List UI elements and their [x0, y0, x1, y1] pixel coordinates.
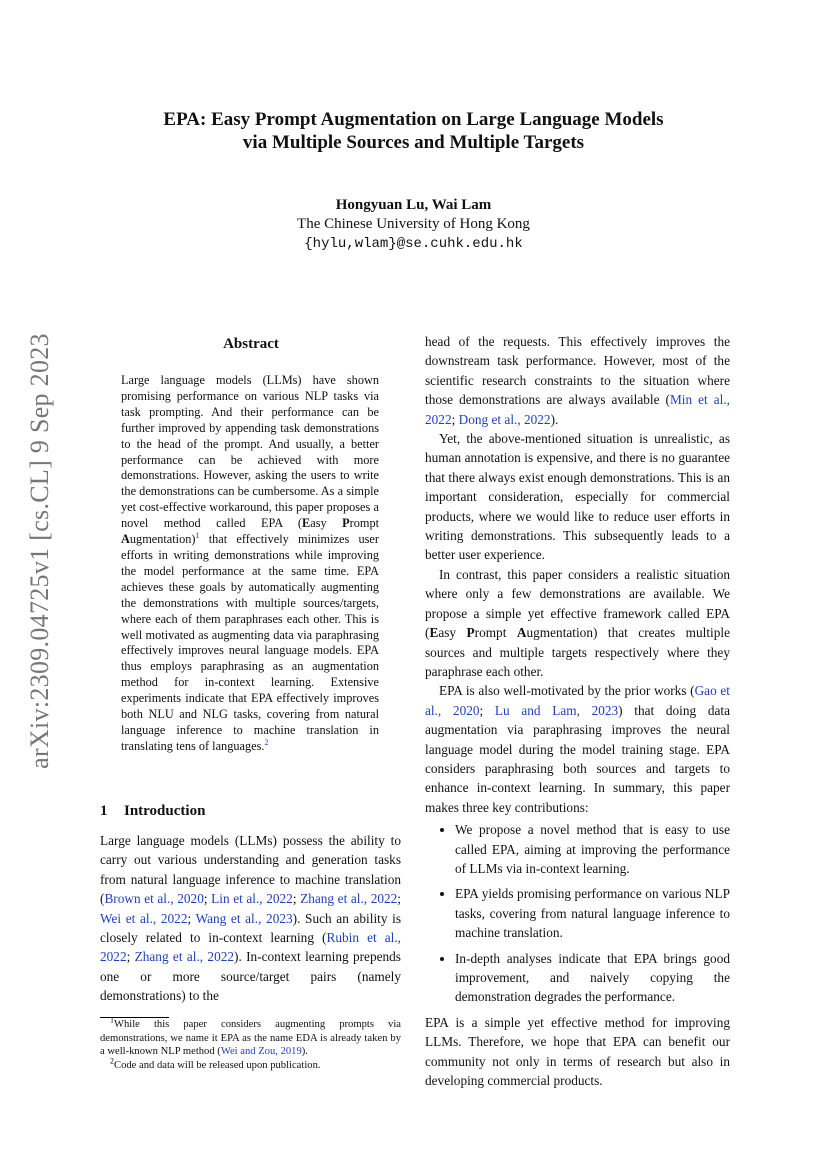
section-title: Introduction: [124, 803, 206, 819]
section-heading-introduction: [100, 803, 205, 820]
footnote-2-text: Code and data will be released upon publication.: [114, 1059, 321, 1071]
abstract-e: E: [302, 516, 311, 531]
footnote-1-number: 1: [110, 1015, 114, 1025]
footnote-2-number: 2: [110, 1055, 114, 1065]
abstract-text-1: Large language models (LLMs) have shown promising performance on various NLP tasks via task prompting. And their performance can be further improved by appending task demonstrations to the head of the prompt. And usually, a better performance can be achieved with more demonstrations. However, asking the users to write the demonstrations can be cumbersome. As a simple yet cost-effective workaround, this paper proposes a novel method called EPA (: [121, 373, 379, 531]
contribution-item: • EPA yields promising performance on various NLP tasks, covering from natural language inference to machine translation.: [455, 884, 730, 942]
citation-lin-2022[interactable]: Lin et al., 2022: [211, 891, 293, 907]
right-ugmentation: ugmentation): [526, 625, 598, 641]
paper-title: [0, 108, 827, 154]
footnote-1-text: While this paper considers augmenting prompts via demonstrations, we name it EPA as the name EDA is already taken by a well-known NLP method (: [100, 1019, 401, 1057]
contribution-item: • In-depth analyses indicate that EPA brings good improvement, and naively copying the demonstration degrades the performance.: [455, 949, 730, 1007]
abstract-text-2: that effectively minimizes user efforts in writing demonstrations while improving the model performance at the same time. EPA achieves these goals by automatically augmenting the demonstrations with multiple sources/targets, where each of them paraphrases each other. This is well motivated as augmenting data via paraphrasing effectively improves neural language models. EPA thus employs paraphrasing as an augmentation method for in-context learning. Extensive experiments indicate that EPA effectively improves both NLU and NLG tasks, covering from natural language inference to machine translation in translating tens of languages.: [121, 532, 379, 753]
abstract-asy: asy: [310, 516, 343, 531]
right-paragraph-1: [425, 332, 730, 429]
citation-brown-2020[interactable]: Brown et al., 2020: [104, 891, 204, 907]
right-a: A: [516, 625, 527, 641]
arxiv-sidebar: [20, 333, 60, 769]
citation-zhang-2022-b[interactable]: Zhang et al., 2022: [134, 949, 235, 965]
right-column: [425, 332, 730, 1090]
citation-gao-2020[interactable]: Gao et al., 2020: [425, 683, 730, 718]
citation-wei-zou-2019[interactable]: Wei and Zou, 2019: [220, 1046, 302, 1057]
footnote-mark-2[interactable]: 2: [264, 737, 269, 747]
footnote-1-end: ).: [301, 1046, 308, 1057]
right-p4-text: EPA is also well-motivated by the prior works (: [439, 683, 695, 699]
intro-paragraph: [100, 831, 401, 1006]
contribution-item: • We propose a novel method that is easy to use called EPA, aiming at improving the performance of LLMs via in-context learning.: [455, 820, 730, 878]
intro-text-1: Large language models (LLMs) possess the ability to carry out various understanding and generation tasks from natural language inference to machine translation (: [100, 833, 401, 907]
arxiv-id: arXiv:2309.04725v1 [cs.CL] 9 Sep 2023: [25, 333, 54, 769]
citation-separator: ;: [292, 891, 301, 907]
citation-lu-lam-2023[interactable]: Lu and Lam, 2023: [494, 702, 619, 718]
right-p3-text: In contrast, this paper considers a realistic situation where only a few demonstrations are available. We propose a simple yet effective framework called EPA (: [425, 566, 730, 641]
citation-separator: ;: [187, 910, 196, 926]
right-rompt: rompt: [474, 625, 517, 641]
citation-rubin-2022[interactable]: Rubin et al., 2022: [100, 930, 401, 965]
right-paragraph-5: EPA is a simple yet effective method for improving LLMs. Therefore, we hope that EPA can benefit our community not only in terms of research but also in developing commercial products.: [425, 1014, 730, 1089]
footnote-mark-1[interactable]: 1: [195, 530, 200, 540]
intro-text-3: ). In-context learning prepends one or more source/target pairs (namely demonstrations) to the: [100, 949, 401, 1004]
citation-wei-2022[interactable]: Wei et al., 2022: [100, 910, 188, 926]
right-p1-text: head of the requests. This effectively improves the downstream task performance. However, most of the scientific research constraints to the situation where those demonstrations are always available (: [425, 334, 730, 408]
section-number: 1: [100, 803, 108, 819]
right-p: P: [466, 625, 475, 641]
right-e: E: [429, 625, 439, 641]
paper-email: {hylu,wlam}@se.cuhk.edu.hk: [304, 236, 523, 252]
abstract-ugmentation: ugmentation): [129, 532, 196, 547]
abstract-p: P: [342, 516, 350, 531]
citation-separator: ;: [126, 949, 135, 965]
right-paragraph-3: [425, 565, 730, 681]
citation-dong-2022[interactable]: Dong et al., 2022: [458, 411, 551, 427]
paper-title-line1: EPA: Easy Prompt Augmentation on Large Language Models: [163, 109, 664, 130]
citation-min-2022[interactable]: Min et al., 2022: [425, 392, 731, 427]
citation-separator: ;: [203, 891, 212, 907]
right-p4-end: ) that doing data augmentation via paraphrasing improves the neural language model during the model training stage. EPA considers paraphrasing both sources and targets to enhance in-context learning. In summary, this paper makes three key contributions:: [425, 702, 730, 815]
abstract-rompt: rompt: [349, 516, 380, 531]
paper-title-line2: via Multiple Sources and Multiple Targets: [242, 132, 585, 153]
citation-zhang-2022[interactable]: Zhang et al., 2022: [300, 891, 398, 907]
citation-wang-2023[interactable]: Wang et al., 2023: [195, 910, 293, 926]
contributions-list: [425, 820, 730, 1007]
right-paragraph-4: [425, 681, 730, 817]
citation-separator: ;: [397, 891, 401, 907]
abstract-heading: Abstract: [223, 336, 279, 352]
right-p1-end: ).: [550, 411, 559, 427]
citation-separator: ;: [451, 411, 459, 427]
paper-affiliation: The Chinese University of Hong Kong: [297, 216, 530, 232]
footnotes: [100, 1015, 401, 1072]
footnote-2: [100, 1055, 401, 1073]
abstract-body: [121, 373, 379, 755]
paper-authors: Hongyuan Lu, Wai Lam: [335, 197, 492, 213]
right-asy: asy: [438, 625, 467, 641]
citation-separator: ;: [479, 702, 495, 718]
intro-text-2: ). Such an ability is closely related to in-context learning (: [100, 910, 401, 946]
abstract-a: A: [121, 532, 130, 547]
right-p3-end: that creates multiple sources and multiple targets respectively where they paraphrase each other.: [425, 625, 730, 679]
right-paragraph-2: Yet, the above-mentioned situation is unrealistic, as human annotation is expensive, and there is no guarantee that there always exist enough demonstrations. This is an important consideration, especially for commercial products, where we would like to reduce user efforts in writing demonstrations. This subsequently leads to a better user experience.: [425, 431, 730, 563]
footnote-1: [100, 1015, 401, 1059]
